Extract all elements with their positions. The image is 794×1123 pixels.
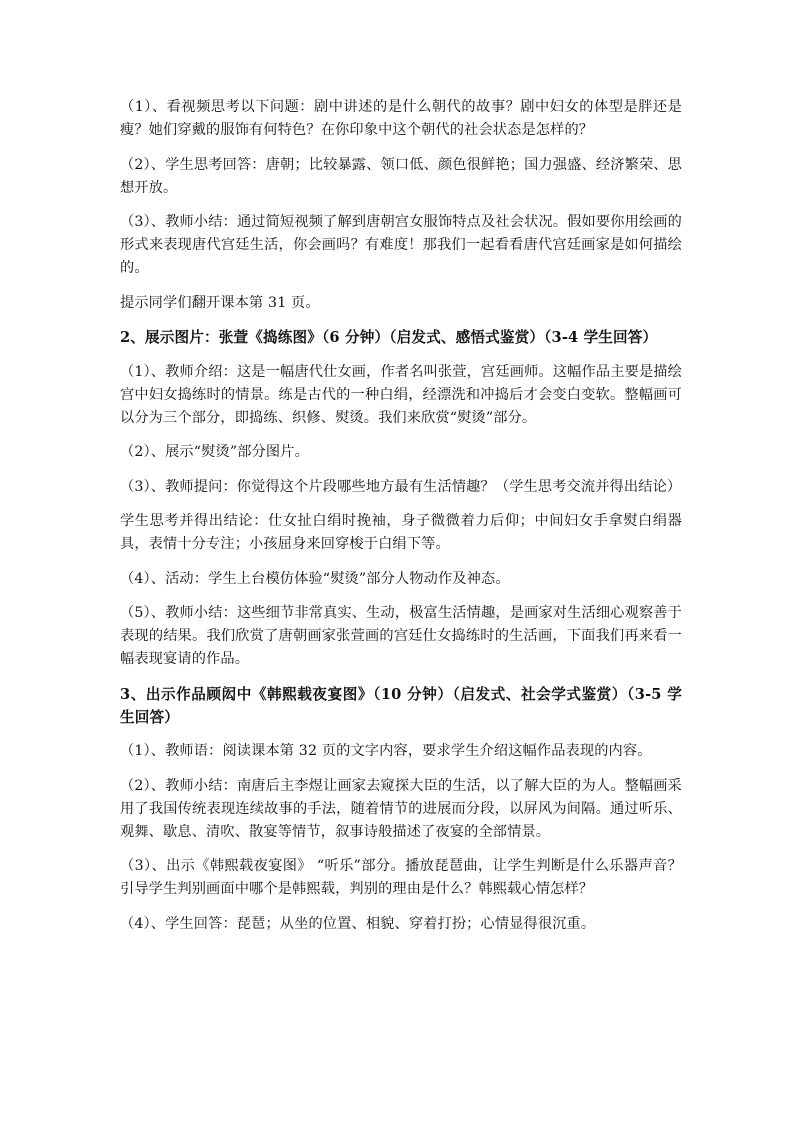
document-page xyxy=(120,96,682,947)
paragraph-show-tingyue: （3）、出示《韩熙载夜宴图》 “听乐”部分。播放琵琶曲，让学生判断是什么乐器声音？引导学生判别画面中哪个是韩熙载，判别的理由是什么？韩熙载心情怎样？ xyxy=(120,858,682,897)
section-heading-yeyan: 3、出示作品顾闳中《韩熙载夜宴图》（10 分钟）（启发式、社会学式鉴赏）（3-5 学生回答） xyxy=(120,685,682,726)
paragraph-student-conclusion: 学生思考并得出结论：仕女扯白绢时挽袖，身子微微着力后仰；中间妇女手拿熨白绢器具，表情十分专注；小孩屈身来回穿梭于白绢下等。 xyxy=(120,513,682,552)
section-heading-daolian: 2、展示图片：张萱《捣练图》（6 分钟）（启发式、感悟式鉴赏）（3-4 学生回答） xyxy=(120,329,658,346)
paragraph-teacher-summary: （3）、教师小结：通过简短视频了解到唐朝宫女服饰特点及社会状况。假如要你用绘画的形式来表现唐代宫廷生活，你会画吗？有难度！那我们一起看看唐代宫廷画家是如何描绘的。 xyxy=(120,214,682,276)
paragraph-activity: （4）、活动：学生上台模仿体验“熨烫”部分人物动作及神态。 xyxy=(120,570,510,587)
paragraph-teacher-reading: （1）、教师语：阅读课本第 32 页的文字内容，要求学生介绍这幅作品表现的内容。 xyxy=(120,743,652,759)
paragraph-student-answer: （2）、学生思考回答：唐朝；比较暴露、领口低、颜色很鲜艳；国力强盛、经济繁荣、思想开放。 xyxy=(120,156,682,196)
paragraph-video-questions: （1）、看视频思考以下问题：剧中讲述的是什么朝代的故事？剧中妇女的体型是胖还是瘦？她们穿戴的服饰有何特色？在你印象中这个朝代的社会状态是怎样的？ xyxy=(120,99,682,138)
paragraph-textbook-page: 提示同学们翻开课本第 31 页。 xyxy=(120,294,320,311)
paragraph-teacher-summary-2: （5）、教师小结：这些细节非常真实、生动，极富生活情趣，是画家对生活细心观察善于表现的结果。我们欣赏了唐朝画家张萱画的宫廷仕女捣练时的生活画，下面我们再来看一幅表现宴请的作品。 xyxy=(120,605,682,667)
paragraph-teacher-intro: （1）、教师介绍：这是一幅唐代仕女画，作者名叫张萱，宫廷画师。这幅作品主要是描绘宫中妇女捣练时的情景。练是古代的一种白绢，经漂洗和冲捣后才会变白变软。整幅画可以分为三个部分，即捣练、织修、熨烫。我们来欣赏“熨烫”部分。 xyxy=(120,363,682,426)
paragraph-teacher-summary-3: （2）、教师小结：南唐后主李煜让画家去窥探大臣的生活，以了解大臣的为人。整幅画采用了我国传统表现连续故事的手法，随着情节的进展而分段，以屏风为间隔。通过听乐、观舞、歇息、清吹、散宴等情节，叙事诗般描述了夜宴的全部情景。 xyxy=(120,777,682,840)
paragraph-show-image: （2）、展示“熨烫”部分图片。 xyxy=(120,444,309,460)
paragraph-teacher-question: （3）、教师提问：你觉得这个片段哪些地方最有生活情趣？（学生思考交流并得出结论） xyxy=(120,478,682,495)
paragraph-student-answer-2: （4）、学生回答：琵琶；从坐的位置、相貌、穿着打扮；心情显得很沉重。 xyxy=(120,915,596,932)
